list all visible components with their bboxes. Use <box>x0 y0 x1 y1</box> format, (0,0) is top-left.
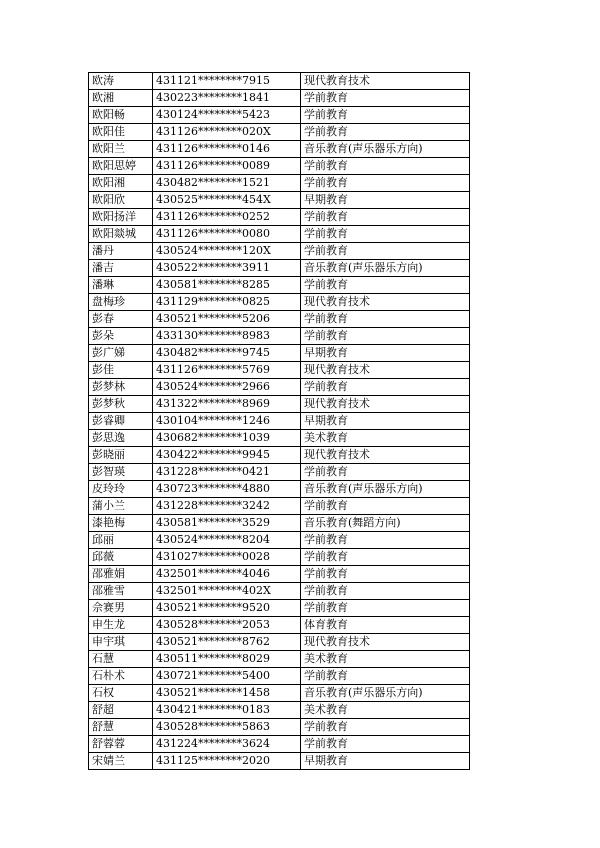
table-row <box>89 124 470 141</box>
name-cell: 邵雅娟 <box>89 566 153 583</box>
major-cell: 学前教育 <box>301 668 470 685</box>
major-cell: 音乐教育(声乐器乐方向) <box>301 481 470 498</box>
id-number-cell: 430511********8029 <box>153 651 301 668</box>
id-number-cell: 430524********120X <box>153 243 301 260</box>
major-cell: 学前教育 <box>301 107 470 124</box>
major-cell: 学前教育 <box>301 583 470 600</box>
id-number-cell: 433130********8983 <box>153 328 301 345</box>
name-cell: 皮玲玲 <box>89 481 153 498</box>
name-cell: 潘琳 <box>89 277 153 294</box>
name-cell: 蒲小兰 <box>89 498 153 515</box>
table-row <box>89 294 470 311</box>
name-cell: 欧阳湘 <box>89 175 153 192</box>
table-row <box>89 583 470 600</box>
major-cell: 学前教育 <box>301 311 470 328</box>
table-row <box>89 345 470 362</box>
table-row <box>89 464 470 481</box>
id-number-cell: 430482********1521 <box>153 175 301 192</box>
major-cell: 现代教育技术 <box>301 396 470 413</box>
id-number-cell: 430482********9745 <box>153 345 301 362</box>
id-number-cell: 430521********8762 <box>153 634 301 651</box>
id-number-cell: 430422********9945 <box>153 447 301 464</box>
id-number-cell: 430581********3529 <box>153 515 301 532</box>
major-cell: 早期教育 <box>301 413 470 430</box>
major-cell: 现代教育技术 <box>301 73 470 90</box>
name-cell: 彭梦林 <box>89 379 153 396</box>
name-cell: 欧阳佳 <box>89 124 153 141</box>
major-cell: 早期教育 <box>301 753 470 770</box>
name-cell: 漆艳梅 <box>89 515 153 532</box>
major-cell: 早期教育 <box>301 345 470 362</box>
id-number-cell: 430223********1841 <box>153 90 301 107</box>
table-row <box>89 209 470 226</box>
table-row <box>89 753 470 770</box>
table-row <box>89 702 470 719</box>
id-number-cell: 430721********5400 <box>153 668 301 685</box>
major-cell: 学前教育 <box>301 532 470 549</box>
name-cell: 欧阳畅 <box>89 107 153 124</box>
id-number-cell: 431322********8969 <box>153 396 301 413</box>
name-cell: 彭春 <box>89 311 153 328</box>
major-cell: 美术教育 <box>301 430 470 447</box>
major-cell: 学前教育 <box>301 719 470 736</box>
id-number-cell: 431126********0089 <box>153 158 301 175</box>
table-row <box>89 566 470 583</box>
name-cell: 彭睿卿 <box>89 413 153 430</box>
name-cell: 欧阳燚城 <box>89 226 153 243</box>
major-cell: 学前教育 <box>301 209 470 226</box>
id-number-cell: 430528********5863 <box>153 719 301 736</box>
name-cell: 彭晓丽 <box>89 447 153 464</box>
table-row <box>89 396 470 413</box>
id-number-cell: 431125********2020 <box>153 753 301 770</box>
table-row <box>89 617 470 634</box>
table-row <box>89 600 470 617</box>
id-number-cell: 430581********8285 <box>153 277 301 294</box>
name-cell: 彭佳 <box>89 362 153 379</box>
id-number-cell: 430524********2966 <box>153 379 301 396</box>
major-cell: 学前教育 <box>301 328 470 345</box>
id-number-cell: 430521********1458 <box>153 685 301 702</box>
table-row <box>89 175 470 192</box>
id-number-cell: 431228********3242 <box>153 498 301 515</box>
student-table-body <box>89 73 470 770</box>
major-cell: 学前教育 <box>301 549 470 566</box>
name-cell: 欧涛 <box>89 73 153 90</box>
table-row <box>89 226 470 243</box>
table-row <box>89 481 470 498</box>
major-cell: 音乐教育(舞蹈方向) <box>301 515 470 532</box>
id-number-cell: 430524********8204 <box>153 532 301 549</box>
major-cell: 美术教育 <box>301 702 470 719</box>
id-number-cell: 431126********0146 <box>153 141 301 158</box>
table-row <box>89 413 470 430</box>
name-cell: 宋婧兰 <box>89 753 153 770</box>
name-cell: 石朴术 <box>89 668 153 685</box>
id-number-cell: 431126********0080 <box>153 226 301 243</box>
id-number-cell: 431224********3624 <box>153 736 301 753</box>
name-cell: 舒超 <box>89 702 153 719</box>
id-number-cell: 430521********9520 <box>153 600 301 617</box>
name-cell: 石权 <box>89 685 153 702</box>
table-row <box>89 73 470 90</box>
id-number-cell: 430525********454X <box>153 192 301 209</box>
id-number-cell: 432501********4046 <box>153 566 301 583</box>
major-cell: 音乐教育(声乐器乐方向) <box>301 141 470 158</box>
name-cell: 邱丽 <box>89 532 153 549</box>
name-cell: 欧阳欣 <box>89 192 153 209</box>
table-row <box>89 107 470 124</box>
table-row <box>89 243 470 260</box>
major-cell: 学前教育 <box>301 158 470 175</box>
name-cell: 彭朵 <box>89 328 153 345</box>
id-number-cell: 431121********7915 <box>153 73 301 90</box>
major-cell: 学前教育 <box>301 124 470 141</box>
major-cell: 现代教育技术 <box>301 294 470 311</box>
major-cell: 音乐教育(声乐器乐方向) <box>301 685 470 702</box>
name-cell: 舒慧 <box>89 719 153 736</box>
id-number-cell: 430682********1039 <box>153 430 301 447</box>
table-row <box>89 651 470 668</box>
name-cell: 彭智瑛 <box>89 464 153 481</box>
id-number-cell: 430421********0183 <box>153 702 301 719</box>
major-cell: 体育教育 <box>301 617 470 634</box>
table-row <box>89 532 470 549</box>
name-cell: 申生龙 <box>89 617 153 634</box>
id-number-cell: 430521********5206 <box>153 311 301 328</box>
major-cell: 美术教育 <box>301 651 470 668</box>
name-cell: 邵雅雪 <box>89 583 153 600</box>
major-cell: 学前教育 <box>301 600 470 617</box>
id-number-cell: 431126********0252 <box>153 209 301 226</box>
name-cell: 佘赛男 <box>89 600 153 617</box>
id-number-cell: 430528********2053 <box>153 617 301 634</box>
major-cell: 学前教育 <box>301 498 470 515</box>
table-row <box>89 141 470 158</box>
table-row <box>89 515 470 532</box>
name-cell: 彭广娣 <box>89 345 153 362</box>
table-row <box>89 277 470 294</box>
table-row <box>89 549 470 566</box>
major-cell: 学前教育 <box>301 90 470 107</box>
table-row <box>89 668 470 685</box>
table-row <box>89 685 470 702</box>
table-row <box>89 379 470 396</box>
name-cell: 欧湘 <box>89 90 153 107</box>
name-cell: 彭梦秋 <box>89 396 153 413</box>
name-cell: 盘梅珍 <box>89 294 153 311</box>
id-number-cell: 431129********0825 <box>153 294 301 311</box>
table-row <box>89 736 470 753</box>
major-cell: 现代教育技术 <box>301 447 470 464</box>
table-row <box>89 634 470 651</box>
major-cell: 音乐教育(声乐器乐方向) <box>301 260 470 277</box>
major-cell: 学前教育 <box>301 175 470 192</box>
name-cell: 申宇琪 <box>89 634 153 651</box>
student-table <box>88 72 470 770</box>
major-cell: 学前教育 <box>301 736 470 753</box>
id-number-cell: 432501********402X <box>153 583 301 600</box>
major-cell: 早期教育 <box>301 192 470 209</box>
name-cell: 潘吉 <box>89 260 153 277</box>
major-cell: 学前教育 <box>301 243 470 260</box>
id-number-cell: 430104********1246 <box>153 413 301 430</box>
id-number-cell: 431228********0421 <box>153 464 301 481</box>
id-number-cell: 430124********5423 <box>153 107 301 124</box>
name-cell: 石慧 <box>89 651 153 668</box>
table-row <box>89 328 470 345</box>
name-cell: 彭思逸 <box>89 430 153 447</box>
table-row <box>89 719 470 736</box>
major-cell: 学前教育 <box>301 464 470 481</box>
table-row <box>89 447 470 464</box>
major-cell: 学前教育 <box>301 277 470 294</box>
id-number-cell: 431027********0028 <box>153 549 301 566</box>
id-number-cell: 430522********3911 <box>153 260 301 277</box>
major-cell: 现代教育技术 <box>301 634 470 651</box>
table-row <box>89 260 470 277</box>
table-row <box>89 90 470 107</box>
name-cell: 欧阳兰 <box>89 141 153 158</box>
name-cell: 潘丹 <box>89 243 153 260</box>
id-number-cell: 430723********4880 <box>153 481 301 498</box>
id-number-cell: 431126********5769 <box>153 362 301 379</box>
table-row <box>89 192 470 209</box>
name-cell: 邱薇 <box>89 549 153 566</box>
major-cell: 学前教育 <box>301 226 470 243</box>
major-cell: 学前教育 <box>301 379 470 396</box>
name-cell: 欧阳思婷 <box>89 158 153 175</box>
table-row <box>89 498 470 515</box>
id-number-cell: 431126********020X <box>153 124 301 141</box>
major-cell: 学前教育 <box>301 566 470 583</box>
table-row <box>89 311 470 328</box>
table-row <box>89 362 470 379</box>
name-cell: 舒蓉蓉 <box>89 736 153 753</box>
table-row <box>89 158 470 175</box>
major-cell: 现代教育技术 <box>301 362 470 379</box>
name-cell: 欧阳扬洋 <box>89 209 153 226</box>
table-row <box>89 430 470 447</box>
